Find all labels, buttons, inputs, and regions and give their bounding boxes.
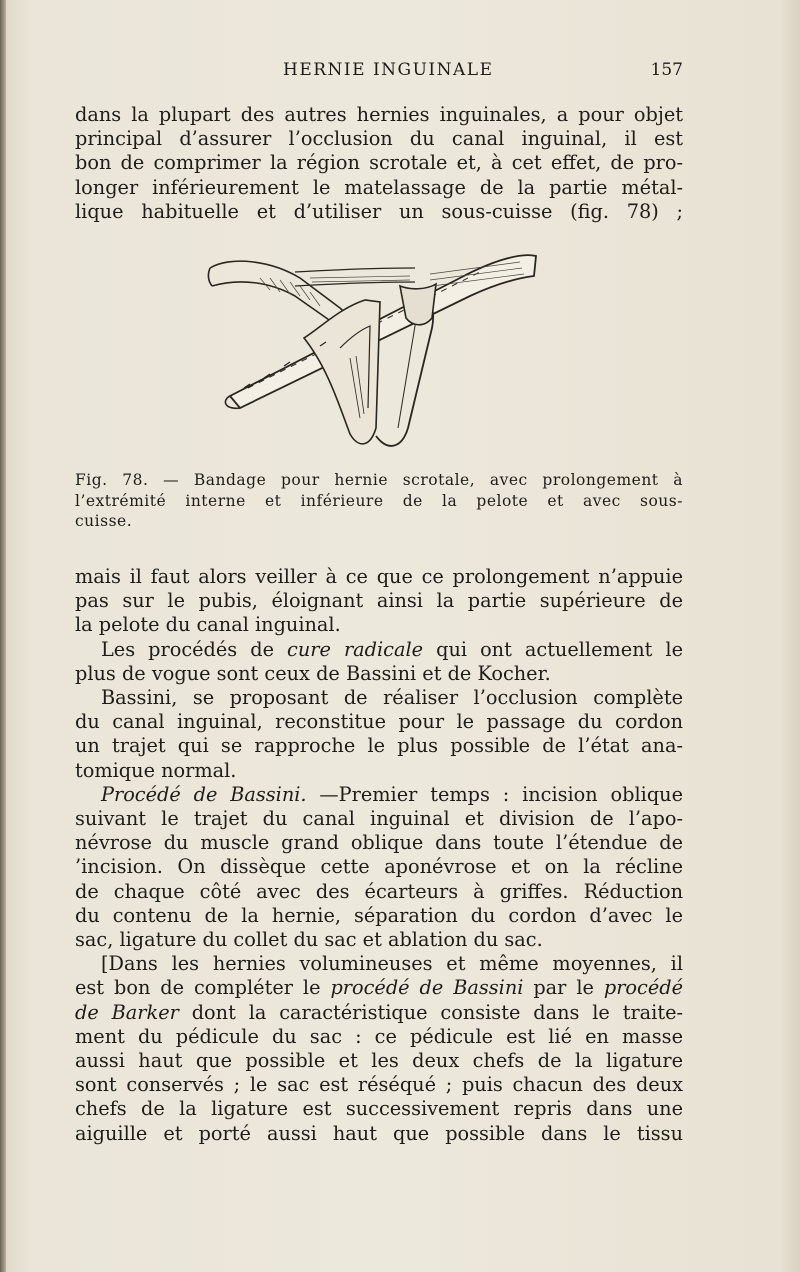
text-run: qui ont actuellement le	[423, 637, 683, 661]
text-line: [Dans les hernies volumineuses et même moyennes, il	[101, 952, 683, 976]
italic-term: cure radicale	[287, 637, 424, 661]
text-line: du contenu de la hernie, séparation du cordon d’avec le	[75, 903, 683, 927]
caption-line: l’extrémité interne et inférieure de la pelote et avec sous-	[75, 491, 683, 510]
italic-term: Procédé de Bassini.	[101, 782, 307, 806]
text-run: Les procédés de	[101, 637, 288, 661]
text-line: de chaque côté avec des écarteurs à griffes. Réduction	[75, 879, 683, 903]
page-binding-edge	[0, 0, 6, 1272]
paragraph-top	[75, 103, 683, 224]
truss-illustration	[200, 238, 545, 463]
page-number: 157	[650, 60, 683, 80]
body-text	[75, 565, 683, 1146]
text-line: ’incision. On dissèque cette aponévrose et on la récline	[75, 855, 683, 879]
text-line: plus de vogue sont ceux de Bassini et de Kocher.	[75, 661, 551, 685]
italic-term: de Barker	[75, 1000, 179, 1024]
text-line: aussi haut que possible et les deux chefs de la ligature	[75, 1049, 683, 1073]
text-line: bon de comprimer la région scrotale et, à cet effet, de pro-	[75, 151, 683, 175]
text-line: névrose du muscle grand oblique dans toute l’étendue de	[75, 831, 683, 855]
text-line: dans la plupart des autres hernies inguinales, a pour objet	[75, 103, 683, 126]
text-line: principal d’assurer l’occlusion du canal inguinal, il est	[75, 127, 683, 151]
text-line: suivant le trajet du canal inguinal et division de l’apo-	[75, 807, 683, 831]
text-line: tomique normal.	[75, 758, 237, 782]
italic-term: procédé	[603, 976, 683, 1000]
text-run: dont la caractéristique consiste dans le traite-	[178, 1000, 683, 1024]
text-run: —Premier temps : incision oblique	[306, 782, 683, 806]
truss-drawing	[208, 255, 536, 446]
text-line: aiguille et porté aussi haut que possible dans le tissu	[75, 1121, 683, 1145]
text-line: la pelote du canal inguinal.	[75, 613, 341, 637]
text-line	[75, 638, 683, 662]
page-header	[75, 60, 683, 86]
text-line: ment du pédicule du sac : ce pédicule est lié en masse	[75, 1024, 683, 1048]
text-run: par le	[523, 976, 604, 1000]
caption-line: cuisse.	[75, 512, 133, 530]
text-line: longer inférieurement le matelassage de la partie métal-	[75, 175, 683, 199]
text-line: sont conservés ; le sac est réséqué ; puis chacun des deux	[75, 1073, 683, 1097]
italic-term: procédé de Bassini	[330, 976, 524, 1000]
text-line: du canal inguinal, reconstitue pour le passage du cordon	[75, 710, 683, 734]
text-line: pas sur le pubis, éloignant ainsi la partie supérieure de	[75, 589, 683, 613]
text-line	[75, 1001, 683, 1025]
text-line	[75, 783, 683, 807]
text-line: lique habituelle et d’utiliser un sous-cuisse (fig. 78) ;	[75, 199, 683, 223]
text-line: un trajet qui se rapproche le plus possible de l’état ana-	[75, 734, 683, 758]
text-line: sac, ligature du collet du sac et ablation du sac.	[75, 928, 543, 952]
text-line: Bassini, se proposant de réaliser l’occlusion complète	[101, 686, 683, 710]
text-line: chefs de la ligature est successivement repris dans une	[75, 1097, 683, 1121]
figure-caption	[75, 470, 683, 532]
running-title: HERNIE INGUINALE	[283, 60, 494, 80]
text-run: est bon de compléter le	[75, 976, 331, 1000]
caption-line: Fig. 78. — Bandage pour hernie scrotale, avec prolongement à	[75, 471, 683, 489]
text-line	[75, 976, 683, 1000]
text-line: mais il faut alors veiller à ce que ce prolongement n’appuie	[75, 565, 683, 588]
